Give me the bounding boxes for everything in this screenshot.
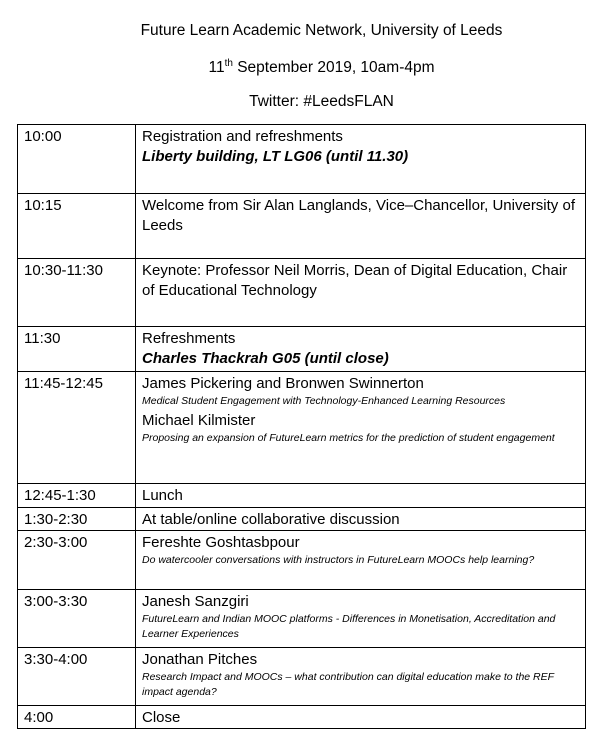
- time-cell: 10:30-11:30: [18, 259, 136, 327]
- time-cell: 10:15: [18, 194, 136, 259]
- item-title: Lunch: [142, 487, 183, 504]
- item-cell: [136, 484, 586, 508]
- time-cell: 4:00: [18, 706, 136, 729]
- item-location: Liberty building, LT LG06 (until 11.30): [142, 148, 409, 165]
- date-suffix: th: [224, 57, 233, 69]
- item-cell: [136, 259, 586, 327]
- time-cell: 2:30-3:00: [18, 531, 136, 590]
- item-cell: [136, 508, 586, 531]
- event-date: [22, 59, 599, 77]
- schedule-row: [18, 590, 586, 648]
- item-cell: [136, 706, 586, 729]
- time-cell: 3:00-3:30: [18, 590, 136, 648]
- twitter-handle: Twitter: #LeedsFLAN: [249, 93, 394, 110]
- talk-title: Research Impact and MOOCs – what contribution can digital education make to the REF impact agenda?: [142, 671, 554, 698]
- schedule-row: [18, 531, 586, 590]
- schedule-row: [18, 327, 586, 372]
- schedule-row: [18, 648, 586, 706]
- item-cell: [136, 372, 586, 484]
- date-rest: September 2019, 10am-4pm: [232, 59, 435, 76]
- time-cell: 11:30: [18, 327, 136, 372]
- time-cell: 3:30-4:00: [18, 648, 136, 706]
- schedule-row: [18, 706, 586, 729]
- item-cell: [136, 194, 586, 259]
- item-cell: [136, 590, 586, 648]
- event-title: Future Learn Academic Network, University of Leeds: [140, 22, 503, 39]
- item-cell: [136, 531, 586, 590]
- time-cell: 10:00: [18, 125, 136, 194]
- date-day: 11: [208, 59, 225, 76]
- schedule-row: [18, 484, 586, 508]
- talk-title: Proposing an expansion of FutureLearn metrics for the prediction of student engagement: [142, 432, 555, 444]
- talk-title: Do watercooler conversations with instructors in FutureLearn MOOCs help learning?: [142, 554, 535, 566]
- schedule-row: [18, 259, 586, 327]
- time-cell: 11:45-12:45: [18, 372, 136, 484]
- item-title: Close: [142, 709, 181, 726]
- item-cell: [136, 327, 586, 372]
- speaker-name: Michael Kilmister: [142, 412, 256, 429]
- item-title: Jonathan Pitches: [142, 651, 258, 668]
- item-location: Charles Thackrah G05 (until close): [142, 350, 389, 367]
- item-title: At table/online collaborative discussion: [142, 511, 400, 528]
- item-cell: [136, 648, 586, 706]
- time-cell: 1:30-2:30: [18, 508, 136, 531]
- item-title: Janesh Sanzgiri: [142, 593, 249, 610]
- schedule-row: [18, 125, 586, 194]
- schedule-row: [18, 194, 586, 259]
- talk-title: Medical Student Engagement with Technology-Enhanced Learning Resources: [142, 395, 506, 407]
- item-title: Welcome from Sir Alan Langlands, Vice–Chancellor, University of Leeds: [142, 197, 575, 234]
- talk-title: FutureLearn and Indian MOOC platforms - Differences in Monetisation, Accreditation and Learner Experiences: [142, 613, 556, 640]
- item-title: Keynote: Professor Neil Morris, Dean of Digital Education, Chair of Educational Technology: [142, 262, 568, 299]
- time-cell: 12:45-1:30: [18, 484, 136, 508]
- speaker-name: James Pickering and Bronwen Swinnerton: [142, 375, 424, 392]
- item-title: Registration and refreshments: [142, 128, 343, 145]
- item-title: Refreshments: [142, 330, 236, 347]
- item-cell: [136, 125, 586, 194]
- item-title: Fereshte Goshtasbpour: [142, 534, 300, 551]
- schedule-table: [17, 124, 586, 729]
- schedule-row: [18, 508, 586, 531]
- schedule-row: [18, 372, 586, 484]
